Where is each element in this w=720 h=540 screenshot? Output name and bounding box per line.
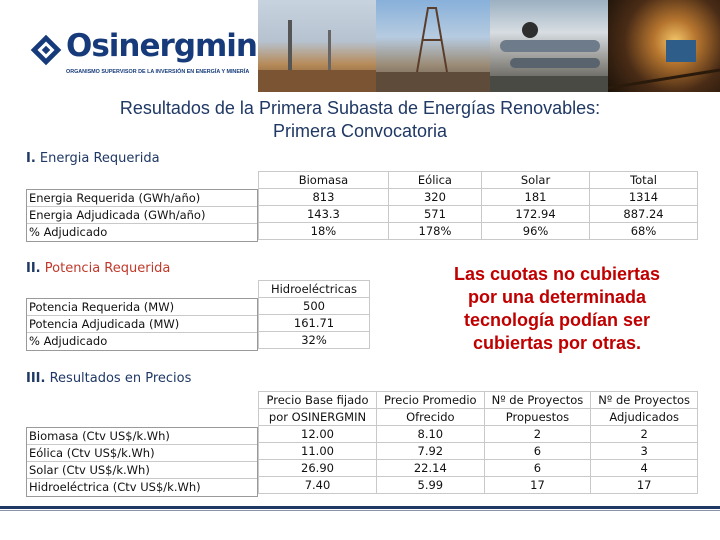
potencia-row-labels	[26, 298, 258, 351]
col-header: Total	[590, 172, 698, 189]
table-cell: 8.10	[377, 426, 485, 443]
row-label: Biomasa (Ctv US$/k.Wh)	[27, 428, 257, 445]
logo-subtitle: ORGANISMO SUPERVISOR DE LA INVERSIÓN EN ENERGÍA Y MINERÍA	[66, 69, 250, 75]
note-text: Las cuotas no cubiertas por una determinada tecnología podían ser cubiertas por otras.	[453, 264, 661, 353]
page-title: Resultados de la Primera Subasta de Energías Renovables: Primera Convocatoria	[119, 98, 601, 141]
row-label: % Adjudicado	[29, 225, 108, 239]
col-header: Hidroeléctricas	[259, 281, 370, 298]
gas-pipeline-photo	[490, 0, 608, 92]
row-label: Hidroeléctrica (Ctv US$/k.Wh)	[29, 480, 201, 494]
col-header: Ofrecido	[377, 409, 485, 426]
section-energia-heading: I. Energia Requerida	[26, 151, 160, 166]
table-cell: 68%	[590, 223, 698, 240]
mine-tunnel-photo	[608, 0, 720, 92]
table-cell: 96%	[482, 223, 590, 240]
table-cell: 887.24	[590, 206, 698, 223]
table-cell: 12.00	[259, 426, 377, 443]
table-cell: 6	[484, 460, 591, 477]
table-cell: 1314	[590, 189, 698, 206]
logo-name: Osinergmin	[66, 28, 258, 64]
potencia-table	[258, 280, 370, 349]
footer-divider	[0, 506, 720, 509]
precios-row-labels	[26, 427, 258, 497]
row-label: Energia Adjudicada (GWh/año)	[27, 207, 257, 224]
table-cell: 178%	[388, 223, 481, 240]
table-cell: 17	[591, 477, 698, 494]
table-cell: 172.94	[482, 206, 590, 223]
logo	[0, 0, 258, 92]
table-cell: 18%	[259, 223, 389, 240]
precios-table	[258, 391, 698, 494]
table-cell: 320	[388, 189, 481, 206]
col-header: Eólica	[388, 172, 481, 189]
table-cell: 26.90	[259, 460, 377, 477]
table-cell: 17	[484, 477, 591, 494]
table-cell: 181	[482, 189, 590, 206]
table-cell: 4	[591, 460, 698, 477]
section-precios-heading: III. Resultados en Precios	[26, 371, 192, 386]
table-cell: 161.71	[259, 315, 370, 332]
col-header: Precio Base fijado	[259, 392, 377, 409]
energia-row-labels	[26, 189, 258, 242]
col-header: por OSINERGMIN	[259, 409, 377, 426]
table-cell: 813	[259, 189, 389, 206]
col-header: Adjudicados	[591, 409, 698, 426]
col-header: Biomasa	[259, 172, 389, 189]
section-potencia-heading: II. Potencia Requerida	[26, 261, 171, 276]
table-cell: 5.99	[377, 477, 485, 494]
table-cell: 22.14	[377, 460, 485, 477]
table-cell: 571	[388, 206, 481, 223]
row-label: Potencia Adjudicada (MW)	[27, 316, 257, 333]
drilling-rig-photo	[376, 0, 490, 92]
col-header: Propuestos	[484, 409, 591, 426]
row-label: Eólica (Ctv US$/k.Wh)	[27, 445, 257, 462]
row-label: Energia Requerida (GWh/año)	[27, 190, 257, 207]
row-label: Potencia Requerida (MW)	[27, 299, 257, 316]
col-header: Nº de Proyectos	[484, 392, 591, 409]
table-cell: 143.3	[259, 206, 389, 223]
col-header: Nº de Proyectos	[591, 392, 698, 409]
table-cell: 2	[591, 426, 698, 443]
table-cell: 7.92	[377, 443, 485, 460]
row-label: Solar (Ctv US$/k.Wh)	[27, 462, 257, 479]
energia-table	[258, 171, 698, 240]
table-cell: 32%	[259, 332, 370, 349]
col-header: Precio Promedio	[377, 392, 485, 409]
table-cell: 3	[591, 443, 698, 460]
table-cell: 7.40	[259, 477, 377, 494]
footer-divider-thin	[0, 510, 720, 511]
table-cell: 500	[259, 298, 370, 315]
col-header: Solar	[482, 172, 590, 189]
table-cell: 6	[484, 443, 591, 460]
table-cell: 11.00	[259, 443, 377, 460]
row-label: % Adjudicado	[29, 334, 108, 348]
osinergmin-logo-icon	[30, 34, 62, 66]
table-cell: 2	[484, 426, 591, 443]
oil-field-photo	[258, 0, 376, 92]
